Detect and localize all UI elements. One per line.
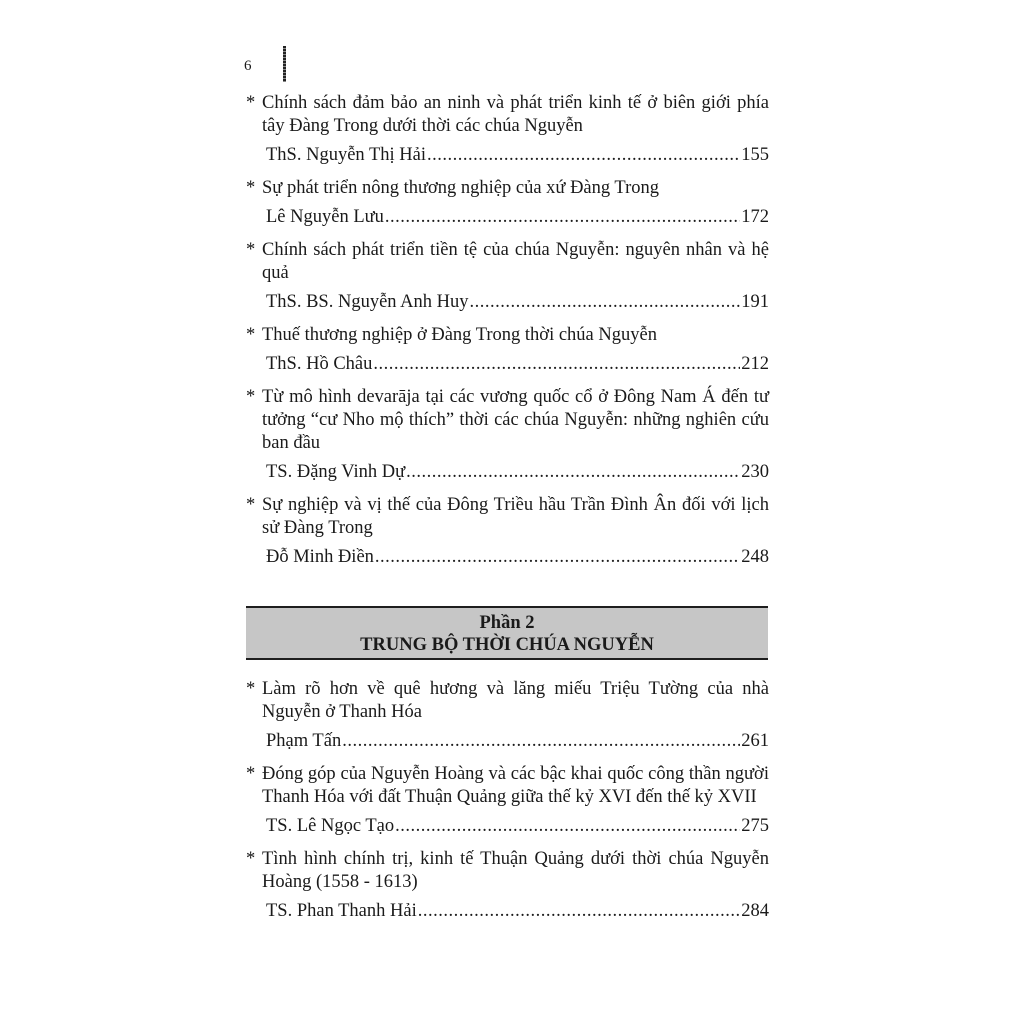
entry-title-block [246,386,769,455]
dot-leader [418,900,741,923]
page-number-rule [283,46,286,82]
entry-title: Sự phát triển nông thương nghiệp của xứ Đàng Trong [262,178,659,198]
entry-page-number: 261 [741,731,769,751]
entry-author: TS. Đặng Vinh Dự [266,462,406,482]
entry-title-block [246,678,769,724]
entry-title: Từ mô hình devarāja tại các vương quốc cổ ở Đông Nam Á đến tư tưởng “cư Nho mộ thích” thời các chúa Nguyễn: những nghiên cứu ban đầu [262,387,769,453]
dot-leader [375,546,740,569]
toc-entry [246,848,769,923]
entry-leader-line [246,900,769,923]
dot-leader [373,353,740,376]
dot-leader [427,144,740,167]
entry-author: Phạm Tấn [266,731,342,751]
toc-entry [246,386,769,484]
entry-leader-line [246,815,769,838]
dot-leader [385,206,740,229]
toc-entry [246,177,769,229]
entry-title-block [246,92,769,138]
entry-page-number: 155 [741,145,769,165]
page-number: 6 [244,58,252,74]
entry-leader-line [246,730,769,753]
entry-author: ThS. BS. Nguyễn Anh Huy [266,292,469,312]
toc-part1-list [246,92,769,569]
entry-title: Sự nghiệp và vị thế của Đông Triều hầu Trần Đình Ân đối với lịch sử Đàng Trong [262,495,769,538]
toc-entry [246,239,769,314]
toc-entry [246,763,769,838]
entry-title: Chính sách phát triển tiền tệ của chúa Nguyễn: nguyên nhân và hệ quả [262,240,769,283]
entry-bullet: * [246,849,256,869]
entry-page-number: 172 [741,207,769,227]
entry-title-block [246,848,769,894]
dot-leader [395,815,740,838]
part2-heading-line1: Phần 2 [479,613,535,633]
entry-bullet: * [246,93,256,113]
part2-heading-line2: TRUNG BỘ THỜI CHÚA NGUYỄN [360,635,654,655]
entry-bullet: * [246,240,256,260]
dot-leader [342,730,740,753]
entry-bullet: * [246,679,256,699]
entry-author: TS. Phan Thanh Hải [266,901,417,921]
toc-entry [246,494,769,569]
entry-title-block [246,324,769,347]
entry-title: Đóng góp của Nguyễn Hoàng và các bậc khai quốc công thần người Thanh Hóa với đất Thuận Quảng giữa thế kỷ XVI đến thế kỷ XVII [262,764,769,807]
entry-page-number: 284 [741,901,769,921]
toc-part2-list [246,678,769,923]
entry-leader-line [246,546,769,569]
entry-bullet: * [246,764,256,784]
entry-bullet: * [246,178,256,198]
dot-leader [406,461,740,484]
entry-author: Lê Nguyễn Lưu [266,207,384,227]
entry-leader-line [246,206,769,229]
entry-bullet: * [246,325,256,345]
entry-author: TS. Lê Ngọc Tạo [266,816,395,836]
entry-title-block [246,177,769,200]
toc-entry [246,678,769,753]
entry-page-number: 191 [741,292,769,312]
entry-leader-line [246,461,769,484]
entry-title: Thuế thương nghiệp ở Đàng Trong thời chúa Nguyễn [262,325,657,345]
entry-leader-line [246,291,769,314]
entry-leader-line [246,144,769,167]
entry-leader-line [246,353,769,376]
part2-heading [246,606,768,660]
entry-page-number: 248 [741,547,769,567]
entry-title: Tình hình chính trị, kinh tế Thuận Quảng dưới thời chúa Nguyễn Hoàng (1558 - 1613) [262,849,769,892]
entry-title-block [246,763,769,809]
entry-page-number: 212 [741,354,769,374]
entry-bullet: * [246,387,256,407]
entry-title-block [246,239,769,285]
entry-author: Đỗ Minh Điền [266,547,374,567]
dot-leader [470,291,741,314]
entry-page-number: 275 [741,816,769,836]
toc-entry [246,324,769,376]
toc-entry [246,92,769,167]
entry-bullet: * [246,495,256,515]
entry-title: Chính sách đảm bảo an ninh và phát triển kinh tế ở biên giới phía tây Đàng Trong dưới thời các chúa Nguyễn [262,93,769,136]
entry-page-number: 230 [741,462,769,482]
entry-author: ThS. Hồ Châu [266,354,373,374]
entry-title: Làm rõ hơn về quê hương và lăng miếu Triệu Tường của nhà Nguyễn ở Thanh Hóa [262,679,769,722]
entry-title-block [246,494,769,540]
entry-author: ThS. Nguyễn Thị Hải [266,145,426,165]
